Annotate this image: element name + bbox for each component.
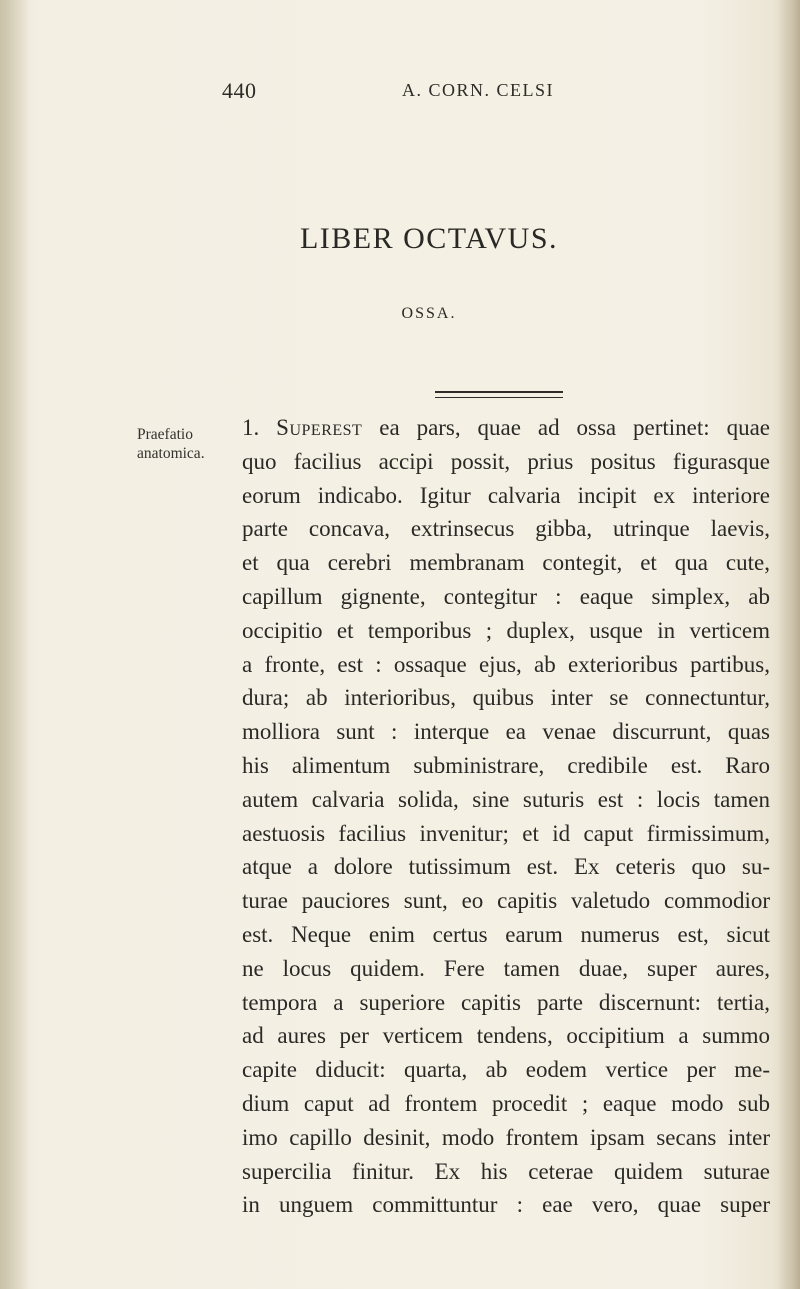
text-line-1 [242,411,770,445]
running-head [0,78,800,108]
text-line: est. Neque enim certus earum numerus est, sicut [242,921,770,947]
text-line: molliora sunt : interque ea venae discurrunt, quas [242,719,770,745]
text-line: atque a dolore tutissimum est. Ex ceteris quo su- [242,854,770,880]
section-title: OSSA. [401,305,457,322]
text-line: ad aures per verticem tendens, occipitium a summo [242,1023,770,1049]
text-line: dura; ab interioribus, quibus inter se connectuntur, [242,685,770,711]
text-line: dium caput ad frontem procedit ; eaque modo sub [242,1090,770,1116]
text-line: in unguem committuntur : eae vero, quae super [242,1192,770,1218]
text-line: turae pauciores sunt, eo capitis valetudo commodior [242,888,770,914]
marginal-note-line-2: anatomica. [137,445,205,462]
text-line: capillum gignente, contegitur : eaque simplex, ab [242,583,770,609]
page-number: 440 [222,78,257,103]
text-line: quo facilius accipi possit, prius positus figurasque [242,448,770,474]
page-gutter-shadow [0,0,30,1289]
lead-word: Superest [276,415,363,440]
body-paragraph [242,411,770,1222]
text-line: parte concava, extrinsecus gibba, utrinque laevis, [242,516,770,542]
text-line: occipitio et temporibus ; duplex, usque in verticem [242,617,770,643]
text-line: et qua cerebri membranam contegit, et qua cute, [242,550,770,576]
running-title: A. CORN. CELSI [402,80,555,100]
text-line: aestuosis facilius invenitur; et id caput firmissimum, [242,820,770,846]
marginal-note-line-1: Praefatio [137,426,193,443]
text-line: tempora a superiore capitis parte discernunt: tertia, [242,989,770,1015]
section-number: 1. [242,415,260,440]
text-line: eorum indicabo. Igitur calvaria incipit ex interiore [242,482,770,508]
page-edge-shadow [778,0,800,1289]
title-rule [435,391,563,398]
text-line: capite diducit: quarta, ab eodem vertice per me- [242,1057,770,1083]
marginal-note [137,425,237,463]
text-line: supercilia finitur. Ex his ceterae quidem suturae [242,1158,770,1184]
text-line: a fronte, est : ossaque ejus, ab exterioribus partibus, [242,651,770,677]
text-line: imo capillo desinit, modo frontem ipsam secans inter [242,1124,770,1150]
book-title: LIBER OCTAVUS. [299,222,559,255]
text-line: ne locus quidem. Fere tamen duae, super aures, [242,955,770,981]
text-line-1-rest: ea pars, quae ad ossa pertinet: quae [379,415,771,440]
text-line: autem calvaria solida, sine suturis est : locis tamen [242,786,770,812]
text-line: his alimentum subministrare, credibile est. Raro [242,752,770,778]
